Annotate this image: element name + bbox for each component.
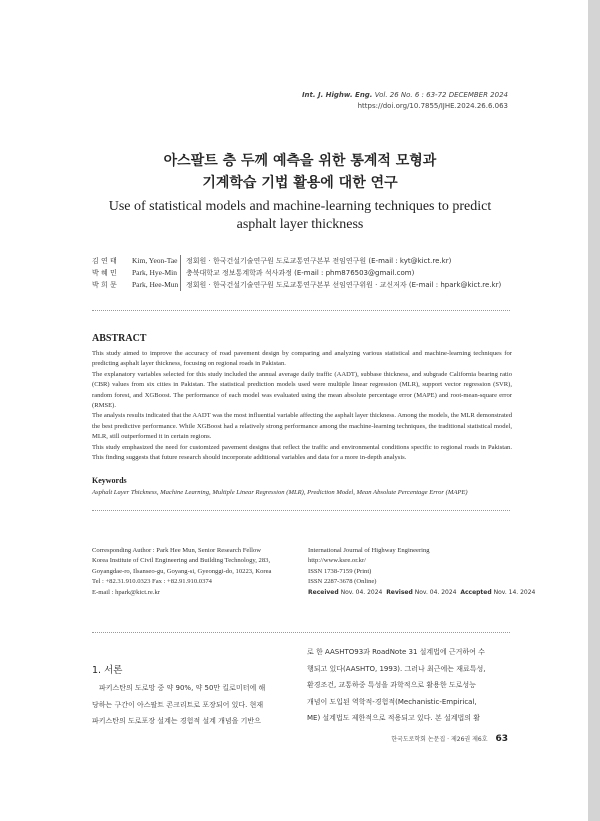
author-separator <box>180 267 181 279</box>
author-row <box>92 267 501 279</box>
journal-info-block <box>308 546 535 598</box>
keywords-text: Asphalt Layer Thickness, Machine Learning, Multiple Linear Regression (MLR), Prediction Model, Mean Absolute Percentage Error (MAPE) <box>92 489 468 496</box>
journal-info-line: ISSN 1738-7159 (Print) <box>308 567 372 575</box>
divider <box>92 632 510 633</box>
keywords-heading: Keywords <box>92 476 127 485</box>
body-line: 개념이 도입된 역학적-경험적(Mechanistic-Empirical, <box>307 697 477 706</box>
abstract-heading: ABSTRACT <box>92 333 147 344</box>
author-separator <box>180 279 181 291</box>
author-name-en: Kim, Yeon-Tae <box>132 256 178 265</box>
body-line: 로 한 AASHTO93과 RoadNote 31 설계법에 근거하여 수 <box>307 648 485 656</box>
accepted-date: Nov. 14. 2024 <box>493 588 536 596</box>
author-name-ko: 박 혜 민 <box>92 269 117 277</box>
journal-website-link[interactable]: http://www.ksre.or.kr/ <box>308 557 366 565</box>
page-edge-strip <box>588 0 600 821</box>
author-affiliation: 정회원 · 한국건설기술연구원 도로교통연구본부 전임연구원 (E-mail : kyt@kict.re.kr) <box>186 257 452 265</box>
journal-info-line: ISSN 2287-3678 (Online) <box>308 578 377 586</box>
corresponding-line: Goyangdae-ro, Ilsanseo-gu, Goyang-si, Gyeonggi-do, 10223, Korea <box>92 567 272 575</box>
author-separator <box>180 255 181 267</box>
author-name-en: Park, Hee-Mun <box>132 280 179 289</box>
body-line: 당하는 구간이 아스팔트 콘크리트로 포장되어 있다. 현재 <box>92 700 264 709</box>
author-affiliation: 정회원 · 한국건설기술연구원 도로교통연구본부 선임연구위원 · 교신저자 (E-mail : hpark@kict.re.kr) <box>186 281 502 289</box>
body-line: 파키스탄의 도로포장 설계는 경험적 설계 개념을 기반으 <box>92 717 261 725</box>
journal-info-line: International Journal of Highway Engineering <box>308 547 430 554</box>
divider <box>92 310 510 311</box>
page-footer <box>391 734 508 744</box>
body-column-left <box>92 680 296 730</box>
journal-volume: Vol. 26 No. 6 : 63-72 DECEMBER 2024 <box>374 91 508 99</box>
author-name-ko: 박 희 문 <box>92 281 117 289</box>
abstract-paragraph: This study aimed to improve the accuracy of road pavement design by comparing and analyzing various statistical and machine-learning techniques for predicting asphalt layer thickness, focusing on regional roads in Pakistan. <box>92 350 512 368</box>
author-affiliation: 충북대학교 정보통계학과 석사과정 (E-mail : phm876503@gmail.com) <box>186 269 415 277</box>
author-name-ko: 김 연 태 <box>92 257 117 265</box>
section-heading: 1. 서론 <box>92 665 123 676</box>
journal-doi[interactable]: https://doi.org/10.7855/IJHE.2024.26.6.063 <box>357 102 508 110</box>
title-ko-line-2: 기계학습 기법 활용에 대한 연구 <box>202 175 398 191</box>
abstract-paragraph: The analysis results indicated that the AADT was the most influential variable affecting the asphalt layer thickness. Among the models, the MLR demonstrated the best predictive performance. While XGBoost had a relatively strong performance among the machine-learning techniques, the traditional statistical model, MLR, still outperformed it in certain regions. <box>92 412 512 441</box>
title-en-line-2: asphalt layer thickness <box>236 217 364 232</box>
body-line: 행되고 있다(AASHTO, 1993). 그러나 최근에는 재료특성, <box>307 664 486 673</box>
abstract-body <box>92 349 512 463</box>
accepted-label: Accepted <box>460 588 492 596</box>
received-date: Nov. 04. 2024 <box>340 588 383 596</box>
abstract-paragraph: The explanatory variables selected for this study included the annual average daily traffic (AADT), subbase thickness, and subgrade California bearing ratio (CBR) values from six cities in Pakistan. The statistical prediction models used were multiple linear regression (MLR), support vector regression (SVR), random forest, and XGBoost. The performance of each model was evaluated using the mean absolute percentage error (MAPE) and root-mean-square error (RMSE). <box>92 370 512 410</box>
body-line: 파키스탄의 도로망 중 약 90%, 약 50만 킬로미터에 해 <box>92 684 266 692</box>
body-column-right <box>307 644 511 727</box>
revised-date: Nov. 04. 2024 <box>414 588 457 596</box>
author-name-en: Park, Hye-Min <box>132 268 177 277</box>
author-row <box>92 279 501 291</box>
received-label: Received <box>308 588 339 596</box>
corresponding-author-block <box>92 546 271 598</box>
corresponding-line: Korea Institute of Civil Engineering and Building Technology, 283, <box>92 557 271 565</box>
author-list <box>92 255 501 291</box>
journal-reference <box>302 90 508 112</box>
abstract-paragraph: This study emphasized the need for customized pavement designs that reflect the traffic and environmental conditions specific to regional roads in Pakistan. This finding suggests that future research should incorporate additional variables and data for a more in-depth analysis. <box>92 443 512 462</box>
body-line: ME) 설계법도 제한적으로 적용되고 있다. 본 설계법의 활 <box>307 714 480 722</box>
page-number: 63 <box>495 734 508 744</box>
body-line: 환경조건, 교통하중 특성을 과학적으로 활용한 도로성능 <box>307 681 476 689</box>
corresponding-line: Tel : +82.31.910.0323 Fax : +82.91.910.0374 <box>92 578 212 586</box>
journal-name: Int. J. Highw. Eng. <box>301 91 373 99</box>
corresponding-email: E-mail : hpark@kict.re.kr <box>92 588 160 596</box>
revised-label: Revised <box>386 588 413 596</box>
title-en-line-1: Use of statistical models and machine-learning techniques to predict <box>108 199 492 214</box>
author-row <box>92 255 501 267</box>
footer-journal: 한국도로학회 논문집 · 제26권 제6호 <box>391 736 488 743</box>
title-ko-line-1: 아스팔트 층 두께 예측을 위한 통계적 모형과 <box>163 153 437 169</box>
corresponding-line: Corresponding Author : Park Hee Mun, Senior Research Fellow <box>92 547 262 554</box>
manuscript-dates <box>308 588 535 598</box>
divider <box>92 510 510 511</box>
